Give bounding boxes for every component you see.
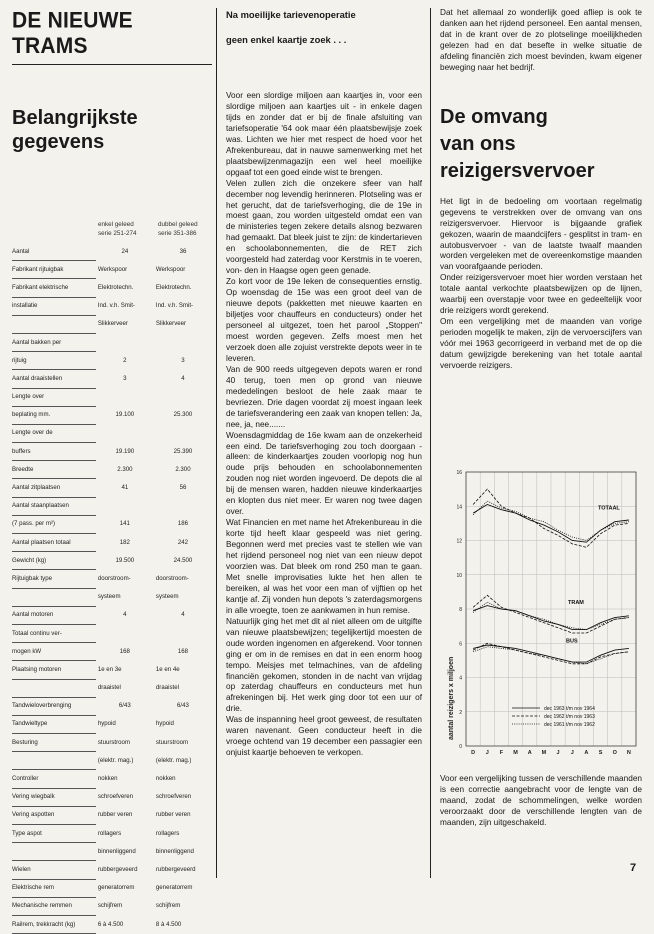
spec-value-double: hypoid [155, 720, 174, 728]
spec-label [12, 752, 96, 770]
spec-label: Lengte over de [12, 424, 96, 442]
spec-value-single: generatorrem [97, 884, 135, 892]
spec-value-double: 4 [181, 374, 185, 382]
spec-value-double: rubbergeveerd [155, 865, 196, 873]
y-tick-label: 14 [456, 504, 462, 511]
spec-value-single: rubbergeveerd [97, 865, 138, 873]
spec-value-double [154, 497, 212, 515]
spec-row [12, 734, 212, 752]
header-line: enkel geleed [98, 221, 134, 228]
spec-label: beplating mm. [12, 406, 96, 424]
article-column [226, 8, 422, 758]
spec-value-double: stuurstroom [155, 738, 189, 746]
spec-label: Tandwieltype [12, 715, 96, 733]
spec-value-single: schijfrem [97, 902, 123, 910]
spec-row [12, 752, 212, 770]
spec-column [12, 8, 212, 928]
spec-row [12, 515, 212, 533]
spec-row [12, 552, 212, 570]
article-paragraph: Zo kort voor de 19e leken de consequenties ernstig. Op woensdag de 15e was een groot deel van de nieuwe depots (pakketten met nieuwe kaarten en biljetjes voor chauffeurs en conducteurs) onder het personeel al uitgezet, toen het parool „Stoppen" moest worden gegeven. Zelfs moest men het verzoek doen alle zojuist verstrekte depots weer in te leveren. [226, 277, 422, 363]
spec-value-double: 25.300 [173, 411, 193, 419]
article-paragraph: Wat Financien en met name het Afrekenbureau in die korte tijd heeft klaar gespeeld was niet gering. Begonnen werd met precies vast te stellen wie van het rijdend personeel nog niet van een nieuw depot voorzien was. Dat bleek om rond 250 man te gaan. Met snelle improvisaties lukte het hen allen te bereiken, al was het voor een man of vijftien op het kantje af. Zij vonden hun depots 's zaterdagsmorgens in alle vroegte, toen ze aankwamen in hun remise. [226, 518, 422, 615]
spec-label: Totaal continu ver- [12, 624, 96, 642]
spec-value-single [96, 333, 154, 351]
spec-row [12, 643, 212, 661]
spec-value-single: 19.100 [115, 411, 135, 419]
spec-row [12, 370, 212, 388]
spec-label: Controller [12, 770, 96, 788]
x-tick-label: J [570, 750, 574, 756]
spec-value-single: schroefveren [97, 793, 134, 801]
spec-row [12, 697, 212, 715]
continued-paragraph: Dat het allemaal zo wonderlijk goed afliep is ook te danken aan het rijdend personeel. Een aantal mensen, dat in de krant over de zo plotselinge moeilijkheden gelezen had en dat besefte in welke situatie de afdeling financiën zich moest bevinden, kwam eigener beweging naar het bedrijf. [440, 8, 642, 72]
spec-row [12, 825, 212, 843]
y-tick-label: 0 [459, 744, 462, 750]
spec-row [12, 843, 212, 861]
spec-value-single: systeem [97, 593, 121, 601]
spec-value-double: doorstroom- [155, 574, 189, 582]
spec-label [12, 315, 96, 333]
spec-label: Elektrische rem [12, 879, 96, 897]
spec-label: Gewicht (kg) [12, 552, 96, 570]
spec-value-single: 3 [123, 374, 127, 382]
spec-label: Tandwieloverbrenging [12, 697, 96, 715]
x-tick-label: A [527, 750, 532, 756]
spec-value-single [96, 424, 154, 442]
spec-value-double: generatorrem [155, 884, 193, 892]
spec-value-single: 41 [121, 484, 129, 492]
spec-value-double: 36 [179, 247, 187, 255]
x-tick-label: A [584, 750, 589, 756]
ridership-paragraph: Onder reizigersvervoer moet hier worden verstaan het totale aantal verkochte plaatsbewijzen op de lijnen, waarbij een overstapje voor twee en gedeeltelijk voor drie reizigers wordt gerekend. [440, 273, 642, 316]
spec-label: Railrem, trekkracht (kg) [12, 915, 96, 933]
spec-value-single: Elektrotechn. [97, 283, 134, 291]
x-tick-label: O [612, 750, 617, 756]
ridership-body [440, 197, 642, 372]
spec-value-single: draaistel [97, 684, 121, 692]
article-paragraph: Woensdagmiddag de 16e kwam aan de onzekerheid een eind. De tariefsverhoging zou toch doorgaan - alleen: de kinderkaartjes zouden voorlopig nog hun oude prijs behouden en schoolabonnementen zouden nog niet worden ingevoerd. De depots die al bij de mensen waren, hadden nieuwe kinderkaartjes en klopten dus niet meer. Er waren nog twee dagen over. [226, 430, 422, 517]
spec-value-single: 2.300 [117, 465, 133, 473]
ridership-paragraph: Het ligt in de bedoeling om voortaan regelmatig gegevens te verstrekken over de omvang van ons reizigersvervoer. Hiervoor is bijgaande grafiek gekozen, waarin de maandcijfers - gesplitst in tram- en autobusvervoer - van de laatste twaalf maanden worden vergeleken met de overeenkomstige maanden van voorafgaande perioden. [440, 196, 642, 272]
spec-value-double: 2.300 [175, 465, 191, 473]
spec-value-single: binnenliggend [97, 847, 136, 855]
spec-label: Rijtuigbak type [12, 570, 96, 588]
spec-row [12, 679, 212, 697]
spec-row [12, 479, 212, 497]
spec-label: buffers [12, 443, 96, 461]
spec-row [12, 497, 212, 515]
y-tick-label: 2 [459, 709, 462, 716]
spec-row [12, 315, 212, 333]
spec-label: Aantal staanplaatsen [12, 497, 96, 515]
spec-value-single: 24 [121, 247, 129, 255]
y-tick-label: 4 [459, 675, 462, 682]
spec-row [12, 879, 212, 897]
spec-header-single [98, 220, 137, 238]
spec-value-double [154, 333, 212, 351]
article-paragraph: Voor een slordige miljoen aan kaartjes in, voor een slordige miljoen aan kaartjes uit - in enkele dagen tijds en zonder dat er bij de finale afsluiting van tariefsoperatie '64 ook maar één plaatsbewijsje zoek was. Lichten we hier met respect de hoed voor het Afrekenbureau, dat in nauwe samenwerking met het plaatsbewijzenmagazijn een wel heel moeilijke opgaaf tot een goed einde wist te brengen. [226, 91, 422, 177]
spec-value-single: 6 à 4.500 [97, 920, 124, 928]
spec-value-double: 3 [181, 356, 185, 364]
spec-row [12, 534, 212, 552]
spec-value-single [96, 624, 154, 642]
spec-value-single: Slikkerveer [97, 320, 128, 328]
spec-row [12, 861, 212, 879]
spec-row [12, 770, 212, 788]
article-paragraph: Was de inspanning heel groot geweest, de resultaten waren navenant. Geen conducteur heeft in die vroege ochtend van 19 december een passagier een onjuist kaartje behoeven te verkopen. [226, 715, 422, 758]
spec-label: Vering aspotten [12, 806, 96, 824]
series-label-tram: TRAM [568, 599, 584, 606]
heading-line: reizigersvervoer [440, 159, 595, 182]
spec-label: Aantal plaatsen totaal [12, 534, 96, 552]
x-tick-label: N [626, 750, 631, 756]
spec-row [12, 424, 212, 442]
spec-value-single: nokken [97, 775, 118, 783]
spec-row [12, 388, 212, 406]
spec-label: Aantal [12, 243, 96, 261]
y-tick-label: 6 [459, 641, 462, 648]
article-body [226, 91, 422, 759]
spec-row [12, 297, 212, 315]
spec-label: Vering wiegbalk [12, 788, 96, 806]
spec-value-double [154, 388, 212, 406]
spec-table [12, 243, 212, 934]
y-tick-label: 8 [459, 607, 462, 613]
title-rule [12, 64, 212, 65]
spec-row [12, 443, 212, 461]
spec-value-single: stuurstroom [97, 738, 130, 746]
spec-label: Aantal draaistellen [12, 370, 96, 388]
spec-label: installatie [12, 297, 96, 315]
spec-value-double: 56 [179, 484, 187, 492]
spec-value-single: 19.500 [115, 556, 135, 564]
spec-value-single: hypoid [97, 720, 116, 728]
spec-value-double: 168 [177, 647, 189, 655]
spec-value-single: 1e en 3e [97, 665, 122, 673]
spec-value-double: draaistel [155, 684, 179, 692]
spec-heading: Belangrijkste gegevens [12, 107, 138, 153]
article-paragraph: Velen zullen zich die onzekere sfeer van half december nog levendig herinneren. Plotseling was er het gerucht, dat de tariefsverhoging, die de 19e in moest gaan, zou worden uitgesteld omdat een van de ministeries tegen zekere details alsnog bezwaren had gemaakt. Dat bleek juist te zijn: de kindertarieven en schoolabonnementen, die de RET zich voorgesteld had zaterdag voor Kerstmis in te voeren, von- den in Haagse ogen geen genade. [226, 178, 422, 276]
spec-value-single: (elektr. mag.) [97, 756, 134, 764]
spec-label: Type aspot [12, 825, 96, 843]
spec-value-double: 4 [181, 611, 185, 619]
spec-value-double: nokken [155, 775, 176, 783]
article-paragraph: Van de 900 reeds uitgegeven depots waren er rond 40 terug, toen men op grond van nieuwe mededelingen besloot de hele zaak maar te bevriezen. Drie dagen voordat zij moest ingaan leek de tariefsverandering een zaak van knopen tellen: Ja, nee, ja, nee....... [226, 364, 422, 429]
spec-value-double [154, 624, 212, 642]
spec-label: Aantal motoren [12, 606, 96, 624]
closing-paragraph: Voor een vergelijking tussen de verschillende maanden is een correctie aangebracht voor de lengte van de maand, zodat de schommelingen, welke worden veroorzaakt door de verschillende lengten van de maanden, zijn uitgeschakeld. [440, 774, 642, 827]
spec-label: Wielen [12, 861, 96, 879]
ridership-column [440, 8, 642, 827]
x-tick-label: J [556, 750, 560, 756]
spec-value-single [96, 388, 154, 406]
spec-label [12, 679, 96, 697]
spec-row [12, 715, 212, 733]
spec-value-single [96, 497, 154, 515]
header-line: serie 351-386 [158, 230, 197, 237]
spec-row [12, 461, 212, 479]
spec-value-double: (elektr. mag.) [155, 756, 192, 764]
y-tick-label: 12 [456, 538, 462, 545]
spec-value-double: Werkspoor [155, 265, 186, 273]
spec-row [12, 606, 212, 624]
spec-row [12, 243, 212, 261]
spec-value-single: 6/43 [118, 702, 131, 710]
spec-label: Lengte over [12, 388, 96, 406]
page-number: 7 [630, 862, 637, 874]
spec-value-single: rubber veren [97, 811, 133, 819]
spec-label: Besturing [12, 734, 96, 752]
legend-label: dec 1963 t/m nov 1964 [544, 706, 595, 712]
spec-value-single: Werkspoor [97, 265, 128, 273]
spec-label: Aantal zitplaatsen [12, 479, 96, 497]
spec-value-double: schroefveren [155, 793, 192, 801]
spec-row [12, 352, 212, 370]
header-line: dubbel geleed [158, 221, 198, 228]
spec-label: (7 pass. per m²) [12, 515, 96, 533]
x-tick-label: D [471, 750, 476, 756]
spec-label: Fabrikant rijtuigbak [12, 261, 96, 279]
spec-value-single: doorstroom- [97, 574, 131, 582]
spec-row [12, 806, 212, 824]
spec-header-double [158, 220, 198, 238]
spec-row [12, 333, 212, 351]
spec-label: Fabrikant elektrische [12, 279, 96, 297]
legend-label: dec 1961 t/m nov 1962 [544, 722, 595, 728]
article-heading: Na moeilijke tarievenoperatie [226, 9, 356, 20]
spec-row [12, 279, 212, 297]
spec-value-double [154, 424, 212, 442]
spec-value-single: 19.190 [115, 447, 135, 455]
heading-line: van ons [440, 132, 516, 155]
spec-value-double: rubber veren [155, 811, 191, 819]
spec-value-single: rollagers [97, 829, 122, 837]
y-tick-label: 10 [456, 572, 462, 579]
x-tick-label: J [485, 750, 489, 756]
spec-value-double: binnenliggend [155, 847, 194, 855]
spec-row [12, 570, 212, 588]
spec-label [12, 588, 96, 606]
spec-value-double: rollagers [155, 829, 180, 837]
x-tick-label: M [513, 750, 518, 756]
spec-value-double: 8 à 4.500 [155, 920, 182, 928]
spec-value-single: 141 [119, 520, 130, 528]
spec-label [12, 843, 96, 861]
x-tick-label: M [541, 750, 547, 756]
spec-value-double: Elektrotechn. [155, 283, 192, 291]
spec-row [12, 406, 212, 424]
spec-label: Breedte [12, 461, 96, 479]
spec-value-double: 1e en 4e [155, 665, 180, 673]
spec-value-single: Ind. v.h. Smit- [97, 302, 135, 310]
spec-value-double: Ind. v.h. Smit- [155, 302, 194, 310]
spec-value-double: 24.500 [173, 556, 193, 564]
section-title: DE NIEUWE TRAMS [12, 8, 133, 59]
spec-value-single: 4 [123, 611, 127, 619]
series-label-totaal: TOTAAL [598, 505, 620, 512]
ridership-paragraph: Om een vergelijking met de maanden van vorige perioden mogelijk te maken, zijn de vervoerscijfers van vóór mei 1963 gecorrigeerd in verband met de op die datum gewijzigde berekening van het totale aantal vervoerde reizigers. [440, 317, 642, 371]
spec-label: Mechanische remmen [12, 897, 96, 915]
spec-row [12, 624, 212, 642]
article-paragraph: Natuurlijk ging het met dit al niet alleen om de uitgifte van nieuwe plaatsbewijzen; tegelijkertijd moesten de oude worden ingenomen en afgerekend. Voor tonnen ging er om in de remises en dat in een enorm hoog tempo. Meisjes met telmachines, van de afdeling financiën gekomen, stonden in de nacht van vrijdag op zaterdag chauffeurs en conducteurs met hun afrekeningen bij. Het werk ging door tot een uur of drie. [226, 616, 422, 714]
spec-label: Plaatsing motoren [12, 661, 96, 679]
spec-value-single: 182 [119, 538, 130, 546]
y-tick-label: 16 [456, 470, 462, 476]
spec-value-double: 6/43 [177, 702, 189, 710]
spec-value-double: Slikkerveer [155, 320, 187, 328]
spec-value-single: 168 [119, 647, 130, 655]
header-line: serie 251-274 [98, 230, 137, 237]
legend-label: dec 1962 t/m nov 1963 [544, 714, 595, 720]
spec-value-double: 186 [177, 520, 189, 528]
spec-row [12, 661, 212, 679]
series-label-bus: BUS [566, 638, 578, 645]
column-divider [216, 8, 217, 878]
column-divider [430, 8, 431, 878]
spec-value-single: 2 [123, 356, 127, 364]
y-axis-label: aantal reizigers x miljoen [448, 656, 455, 740]
ridership-heading [440, 104, 642, 185]
spec-value-double: 25.390 [173, 447, 193, 455]
spec-label: rijtuig [12, 352, 96, 370]
spec-value-double: 242 [177, 538, 189, 546]
spec-label: mogen kW [12, 643, 96, 661]
x-tick-label: S [598, 750, 603, 756]
heading-line: De omvang [440, 105, 548, 128]
spec-row [12, 588, 212, 606]
spec-value-double: systeem [155, 593, 179, 601]
spec-row [12, 261, 212, 279]
ridership-chart [440, 460, 642, 766]
spec-row [12, 788, 212, 806]
spec-value-double: schijfrem [155, 902, 181, 910]
x-tick-label: F [499, 750, 504, 756]
spec-row [12, 915, 212, 933]
spec-label: Aantal bakken per [12, 333, 96, 351]
article-subheading: geen enkel kaartje zoek . . . [226, 34, 347, 45]
